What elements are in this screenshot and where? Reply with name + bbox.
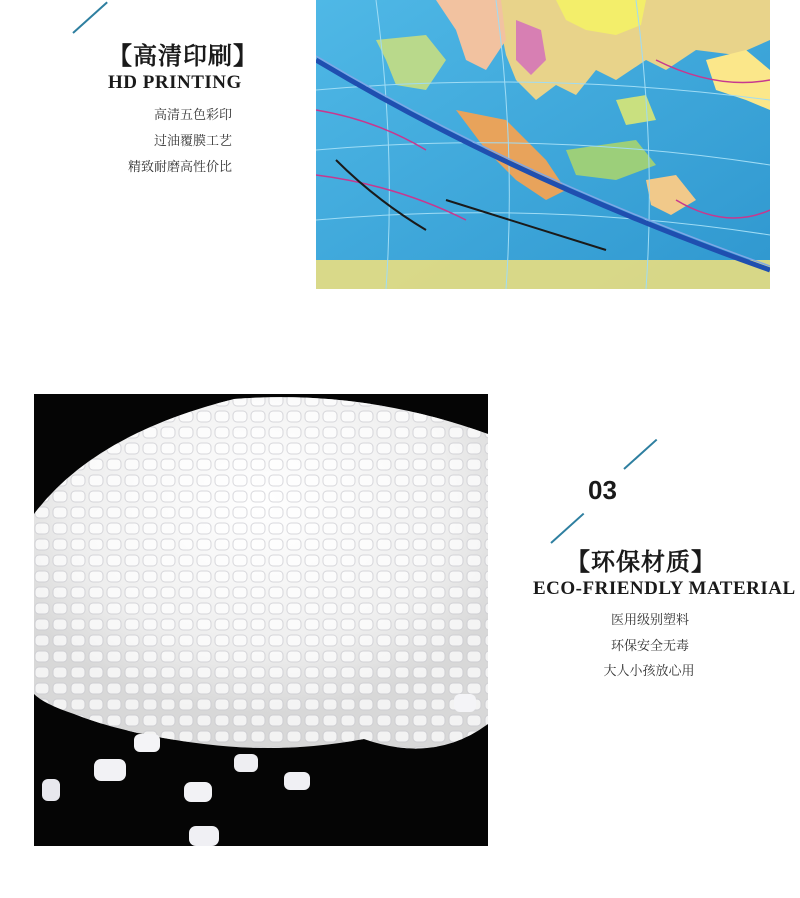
feature-line: 高清五色彩印 (153, 108, 232, 123)
decorative-slash (623, 439, 657, 470)
globe-illustration (316, 0, 770, 289)
globe-map-photo (316, 0, 770, 289)
plastic-pellets-photo (34, 394, 488, 846)
feature-line: 医用级别塑料 (610, 613, 689, 628)
feature-line: 环保安全无毒 (610, 639, 689, 654)
section-number: 03 (588, 475, 617, 505)
section-title-en: HD PRINTING (108, 72, 242, 93)
feature-line: 精致耐磨高性价比 (127, 160, 232, 175)
decorative-slash (72, 1, 108, 33)
section-title-cn: 【环保材质】 (566, 547, 716, 576)
section-title-cn: 【高清印刷】 (108, 41, 258, 70)
section-title-en: ECO-FRIENDLY MATERIAL (533, 578, 796, 599)
decorative-slash (550, 513, 584, 544)
feature-line: 大人小孩放心用 (603, 664, 695, 679)
pellets-illustration (34, 394, 488, 846)
feature-line: 过油覆膜工艺 (153, 134, 232, 149)
